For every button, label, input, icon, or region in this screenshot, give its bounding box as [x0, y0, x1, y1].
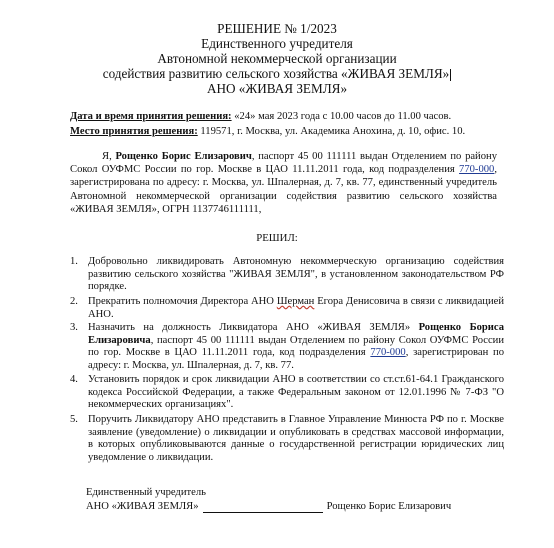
list-item: [70, 374, 504, 412]
item-2-post: Егора Денисовича в связи с ликвидацией АНО.: [88, 296, 504, 320]
decision-date-value: «24» мая 2023 года с 10.00 часов до 11.00 часов.: [234, 111, 452, 122]
item-2-pre: Прекратить полномочия Директора АНО: [88, 296, 277, 307]
misspelled-surname: Шерман: [276, 296, 315, 307]
title-line-5: АНО «ЖИВАЯ ЗЕМЛЯ»: [206, 81, 348, 96]
decision-date-label: Дата и время принятия решения:: [70, 111, 232, 122]
intro-part-2: , паспорт 45 00 111111 выдан Отделением по району Сокол ОУФМС России по гор. Москве в ЦАО 11.11.2011 года, код подразделения: [70, 151, 497, 176]
intro-paragraph: [70, 150, 497, 216]
signature-line: [86, 500, 451, 513]
title-line-1: РЕШЕНИЕ № 1/2023: [217, 21, 337, 36]
document-title: [0, 21, 554, 96]
title-line-3: Автономной некоммерческой организации: [157, 51, 397, 66]
list-item-text: Добровольно ликвидировать Автономную некоммерческую организацию содействия развитию сельского хозяйства "ЖИВАЯ ЗЕМЛЯ", в установленном законодательством РФ порядке.: [88, 256, 504, 293]
liquidator-name: Рощенко Бориса Елизаровича: [88, 322, 504, 346]
list-item-number: 2.: [70, 296, 78, 307]
signature-org: АНО «ЖИВАЯ ЗЕМЛЯ»: [86, 501, 199, 512]
item-3-pre: Назначить на должность Ликвидатора АНО «ЖИВАЯ ЗЕМЛЯ»: [88, 322, 419, 333]
decision-place-label: Место принятия решения:: [70, 126, 198, 137]
list-item: [70, 296, 504, 321]
list-item-number: 3.: [70, 322, 78, 333]
list-item: [70, 414, 504, 464]
decision-place-value: 119571, г. Москва, ул. Академика Анохина, д. 10, офис. 10.: [200, 126, 466, 137]
signature-blank: [203, 502, 323, 513]
title-line-2: Единственного учредителя: [201, 36, 353, 51]
list-item-number: 5.: [70, 414, 78, 425]
decision-place: [70, 125, 510, 138]
list-item-number: 1.: [70, 256, 78, 267]
title-line-4-text: содействия развитию сельского хозяйства «ЖИВАЯ ЗЕМЛЯ»: [102, 66, 450, 81]
list-item: [70, 256, 504, 294]
list-item-number: 4.: [70, 374, 78, 385]
signature-title: Единственный учредитель: [86, 487, 206, 498]
list-item: [70, 322, 504, 372]
founder-name: Рощенко Борис Елизарович: [115, 151, 252, 162]
signature-name: Рощенко Борис Елизарович: [326, 501, 452, 512]
item-3-mid: , паспорт 45 00 111111 выдан Отделением по району Сокол ОУФМС России по гор. Москве в ЦАО 11.11.2011 года, код подразделения: [88, 334, 504, 359]
list-item-text: Поручить Ликвидатору АНО представить в Главное Управление Минюста РФ по г. Москве заявление (уведомление) о ликвидации и опубликовать в средствах массовой информации, в которых опубликовываются данные о государственной регистрации юридических лиц уведомление о ликвидации.: [88, 414, 504, 463]
intro-part-1: Я,: [102, 151, 116, 162]
text-cursor: [450, 69, 451, 81]
title-line-4: [0, 66, 554, 81]
intro-part-3: , зарегистрирована по адресу: г. Москва, ул. Шпалерная, д. 7, кв. 77, единственный учредитель Автономной некоммерческой организации содействия развитию сельского хозяйства «ЖИВАЯ ЗЕМЛЯ», ОГРН 1137746111111,: [70, 164, 497, 215]
decision-date: [70, 110, 510, 123]
division-code: 770-000: [370, 347, 406, 359]
division-code: 770-000: [459, 164, 495, 176]
list-item-text: [88, 322, 504, 372]
item-3-post: , зарегистрирован по адресу: г. Москва, ул. Шпалерная, д. 7, кв. 77.: [88, 347, 504, 371]
list-item-text: [88, 296, 504, 321]
decided-heading: РЕШИЛ:: [256, 232, 298, 244]
list-item-text: Установить порядок и срок ликвидации АНО в соответствии со ст.ст.61-64.1 Гражданского кодекса Российской Федерации, а также Федеральным законом от 12.01.1996 № 7-ФЗ "О некоммерческих организациях".: [88, 374, 504, 411]
